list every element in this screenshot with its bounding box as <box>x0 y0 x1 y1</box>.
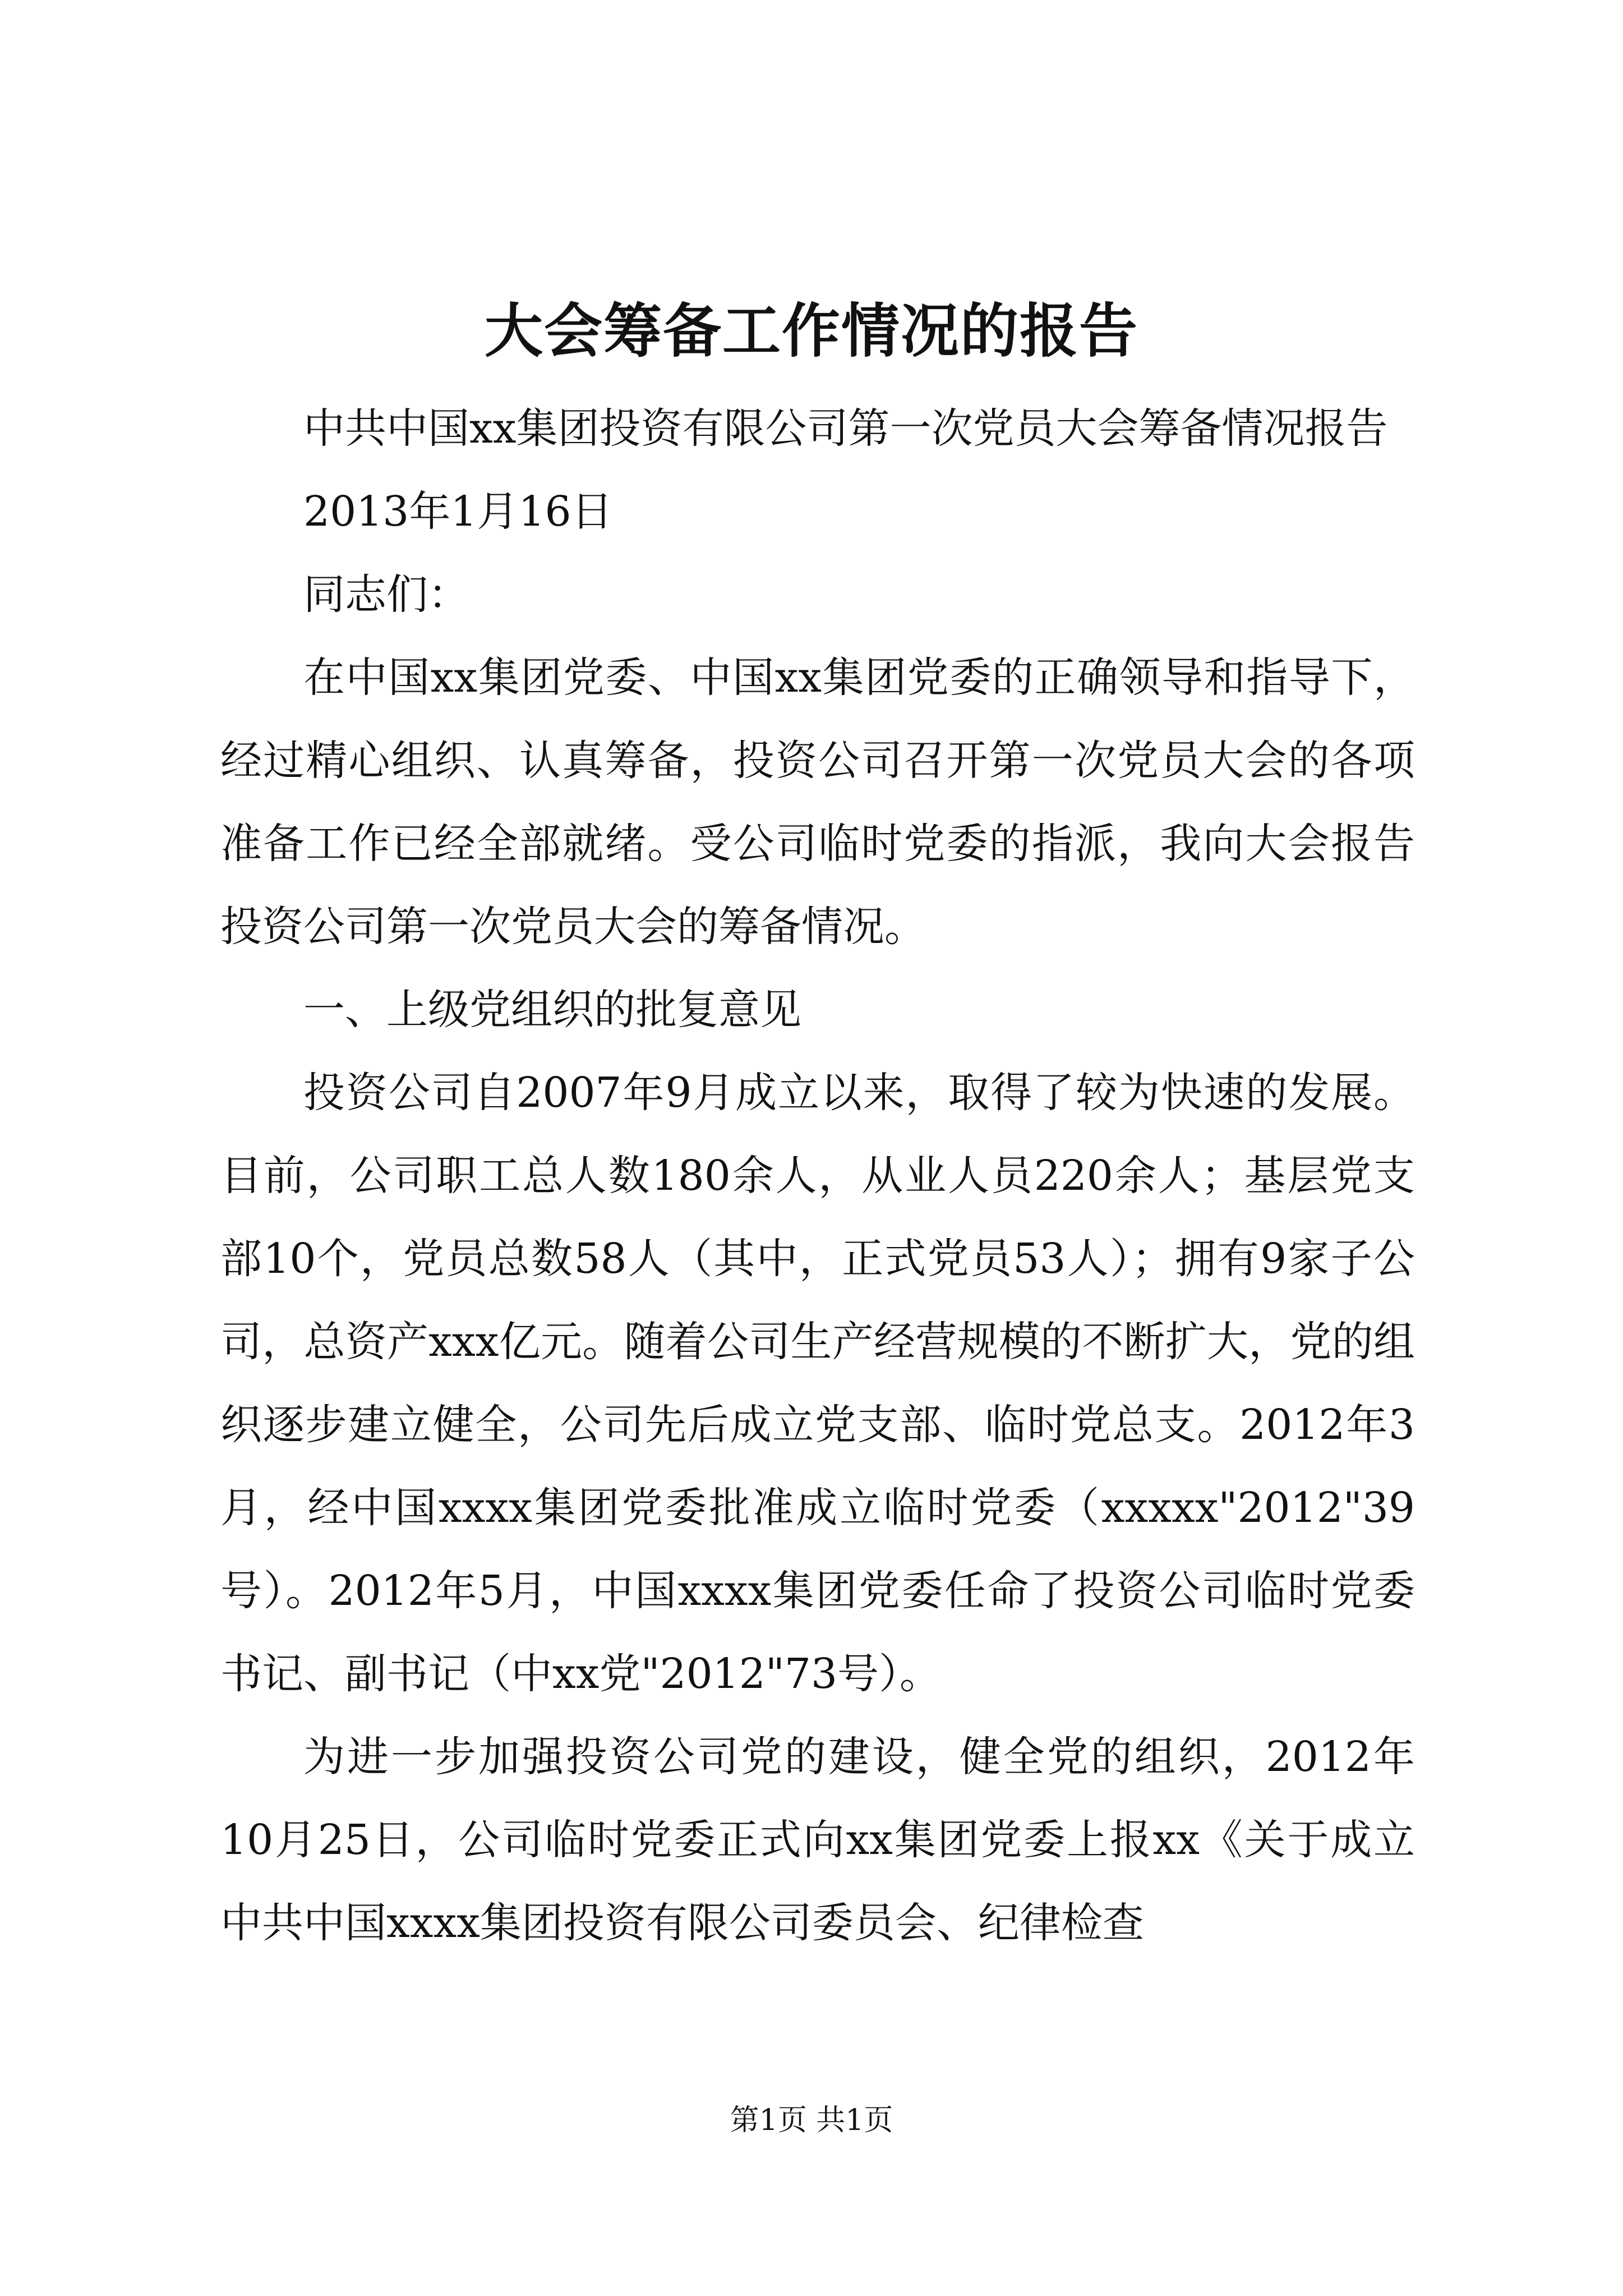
salutation: 同志们： <box>303 570 469 619</box>
report-heading: 中共中国xx集团投资有限公司第一次党员大会筹备情况报告 <box>303 404 1388 453</box>
intro-paragraph: 在中国xx集团党委、中国xx集团党委的正确领导和指导下，经过精心组织、认真筹备，投资公司召开第一次党员大会的各项准备工作已经全部就绪。受公司临时党委的指派，我向大会报告投资公司第一次党员大会的筹备情况。 <box>220 654 1415 951</box>
company-overview-paragraph: 投资公司自2007年9月成立以来，取得了较为快速的发展。目前，公司职工总人数180余人，从业人员220余人；基层党支部10个，党员总数58人（其中，正式党员53人）；拥有9家子公司，总资产xxx亿元。随着公司生产经营规模的不断扩大，党的组织逐步建立健全，公司先后成立党支部、临时党总支。2012年3月，经中国xxxx集团党委批准成立临时党委（xxxxx"2012"39号）。2012年5月，中国xxxx集团党委任命了投资公司临时党委书记、副书记（中xx党"2012"73号）。 <box>220 1069 1415 1698</box>
section-heading-1: 一、上级党组织的批复意见 <box>303 986 801 1034</box>
document-title: 大会筹备工作情况的报告 <box>484 296 1138 365</box>
page-footer: 第1页 共1页 <box>730 2104 893 2137</box>
party-building-paragraph: 为进一步加强投资公司党的建设，健全党的组织，2012年10月25日，公司临时党委正式向xx集团党委上报xx《关于成立中共中国xxxx集团投资有限公司委员会、纪律检查 <box>220 1733 1415 1947</box>
report-date: 2013年1月16日 <box>303 487 613 536</box>
document-body <box>220 387 1415 1964</box>
